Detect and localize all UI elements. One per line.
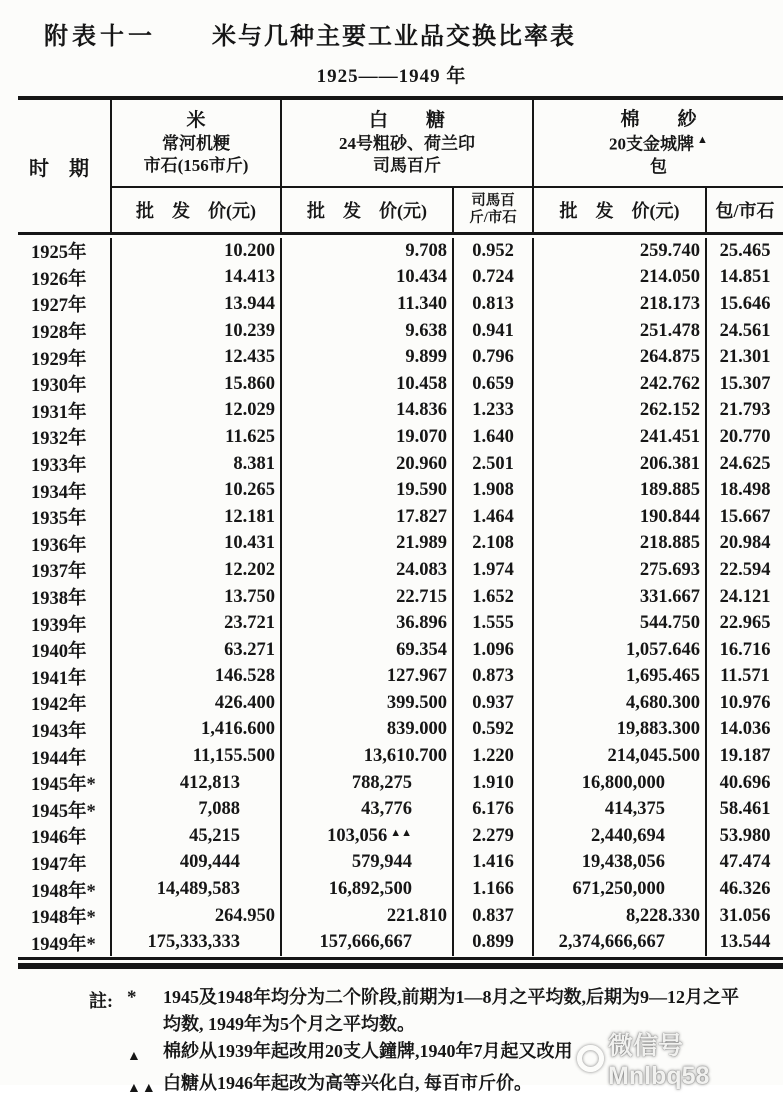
rice-price-cell: 11,155.500 [110,743,280,770]
cotton-ratio-cell: 11.571 [705,664,783,691]
cotton-price-cell: 241.451 [532,424,705,451]
rice-price-cell: 15.860 [110,371,280,398]
footnote-triangle-mark: ▲▲ [390,827,412,840]
subheader-rice-price: 批 发 价(元) [110,188,280,232]
cotton-unit: 包 [650,156,667,176]
sugar-ratio-cell: 1.640 [452,424,532,451]
cotton-ratio-cell: 21.793 [705,398,783,425]
cotton-price-cell: 16,800,000 [532,770,705,797]
rice-price-cell: 11.625 [110,424,280,451]
rice-price-cell: 23.721 [110,610,280,637]
sugar-price-cell: 9.899 [280,344,452,371]
table-row [18,265,783,292]
subheader-sugar-price: 批 发 价(元) [280,188,452,232]
year-cell: 1931年 [31,402,87,423]
table-row [18,557,783,584]
cotton-ratio-cell: 46.326 [705,876,783,903]
column-group-sugar [280,100,532,188]
cotton-price-cell: 214,045.500 [532,743,705,770]
sugar-price-cell: 9.638 [280,318,452,345]
table-row [18,717,783,744]
sugar-ratio-cell: 0.941 [452,318,532,345]
table-row [18,291,783,318]
sugar-ratio-cell: 0.724 [452,265,532,292]
rice-price-cell: 175,333,333 [110,929,280,956]
cotton-price-cell: 206.381 [532,451,705,478]
sugar-ratio-cell: 0.796 [452,344,532,371]
sugar-ratio-cell: 1.652 [452,584,532,611]
year-cell: 1938年 [31,589,87,610]
exchange-ratio-table [18,96,783,963]
table-row [18,398,783,425]
year-cell: 1947年 [31,854,87,875]
sugar-price-cell: 127.967 [280,664,452,691]
year-cell: 1936年 [31,535,87,556]
subheader-cotton-ratio: 包/市石 [705,188,783,232]
cotton-ratio-cell: 21.301 [705,344,783,371]
cotton-ratio-cell: 16.716 [705,637,783,664]
cotton-ratio-cell: 47.474 [705,850,783,877]
sugar-name: 白 糖 [368,109,445,131]
table-row [18,531,783,558]
year-cell: 1934年 [31,482,87,503]
footnote-marker: ▲ [127,1049,142,1064]
cotton-ratio-cell: 40.696 [705,770,783,797]
year-cell: 1942年 [31,695,87,716]
year-cell: 1943年 [31,721,87,742]
rice-price-cell: 412,813 [110,770,280,797]
table-row [18,850,783,877]
table-header [18,100,783,232]
sugar-ratio-cell: 0.837 [452,903,532,930]
subheader-sugar-ratio: 司馬百 斤/市石 [452,188,532,232]
cotton-price-cell: 262.152 [532,398,705,425]
sugar-price-cell: 16,892,500 [280,876,452,903]
sugar-price-cell: 69.354 [280,637,452,664]
sugar-price-cell: 36.896 [280,610,452,637]
cotton-price-cell: 1,057.646 [532,637,705,664]
rice-price-cell: 13.944 [110,291,280,318]
rice-price-cell: 264.950 [110,903,280,930]
cotton-price-cell: 2,440,694 [532,823,705,850]
sugar-price-cell: 221.810 [280,903,452,930]
cotton-price-cell: 251.478 [532,318,705,345]
sugar-price-cell: 22.715 [280,584,452,611]
year-cell: 1941年 [31,668,87,689]
sugar-price-cell: 579,944 [280,850,452,877]
table-row [18,477,783,504]
sugar-ratio-cell: 1.166 [452,876,532,903]
rice-price-cell: 14,489,583 [110,876,280,903]
cotton-price-cell: 19,438,056 [532,850,705,877]
cotton-price-cell: 218.885 [532,531,705,558]
cotton-price-cell: 242.762 [532,371,705,398]
rice-price-cell: 10.265 [110,477,280,504]
rice-name: 米 [186,109,206,131]
cotton-ratio-cell: 24.625 [705,451,783,478]
year-cell: 1935年 [31,509,87,530]
rice-price-cell: 10.431 [110,531,280,558]
year-cell: 1932年 [31,429,87,450]
cotton-spec: 20支金城牌 ▲ [609,133,708,154]
table-row [18,743,783,770]
table-row [18,929,783,956]
year-cell: 1945年* [31,775,96,796]
cotton-ratio-cell: 20.770 [705,424,783,451]
sugar-ratio-cell: 1.908 [452,477,532,504]
cotton-price-cell: 2,374,666,667 [532,929,705,956]
sugar-ratio-cell: 0.659 [452,371,532,398]
footnote-marker: ▲▲ [127,1081,157,1096]
footnote-triangle-mark: ▲ [697,133,708,146]
year-cell: 1925年 [31,243,87,264]
table-body [18,235,783,956]
year-cell: 1930年 [31,376,87,397]
year-cell: 1949年* [31,934,96,955]
rice-price-cell: 1,416.600 [110,717,280,744]
cotton-name: 棉 紗 [620,109,697,131]
rice-unit: 市石(156市斤) [143,156,249,176]
year-cell: 1940年 [31,642,87,663]
rice-price-cell: 409,444 [110,850,280,877]
sugar-ratio-cell: 0.873 [452,664,532,691]
year-cell: 1928年 [31,323,87,344]
sugar-price-cell: 13,610.700 [280,743,452,770]
year-cell: 1926年 [31,269,87,290]
cotton-price-cell: 275.693 [532,557,705,584]
cotton-ratio-cell: 25.465 [705,238,783,265]
year-cell: 1927年 [31,296,87,317]
table-row [18,318,783,345]
table-row [18,664,783,691]
column-group-cotton [532,100,783,188]
sugar-ratio-cell: 1.974 [452,557,532,584]
sugar-price-cell: 9.708 [280,238,452,265]
rice-price-cell: 12.029 [110,398,280,425]
cotton-price-cell: 190.844 [532,504,705,531]
sugar-ratio-cell: 2.501 [452,451,532,478]
watermark-text: 微信号Mnlbq58 [608,1032,710,1090]
rice-spec: 常河机粳 [162,134,230,154]
table-row [18,344,783,371]
cotton-ratio-cell: 22.965 [705,610,783,637]
footnote-text: 白糖从1946年起改为高等兴化白, 每百市斤价。 [163,1073,532,1093]
table-row [18,690,783,717]
rice-price-cell: 7,088 [110,796,280,823]
year-cell: 1948年* [31,908,96,929]
sugar-ratio-cell: 1.464 [452,504,532,531]
sugar-price-cell: 10.434 [280,265,452,292]
cotton-ratio-cell: 18.498 [705,477,783,504]
sugar-ratio-cell: 0.937 [452,690,532,717]
sugar-price-cell: 24.083 [280,557,452,584]
sugar-ratio-cell: 1.555 [452,610,532,637]
cotton-price-cell: 214.050 [532,265,705,292]
table-bottom-rule [18,957,783,963]
table-row [18,770,783,797]
sugar-price-cell: 788,275 [280,770,452,797]
cotton-ratio-cell: 15.667 [705,504,783,531]
table-row [18,451,783,478]
footnote-text: 1945及1948年均分为二个阶段,前期为1—8月之平均数,后期为9—12月之平均数, 1949年为5个月之平均数。 [163,987,739,1034]
year-cell: 1937年 [31,562,87,583]
sugar-ratio-cell: 0.899 [452,929,532,956]
watermark-logo-icon [577,1045,604,1072]
cotton-price-cell: 544.750 [532,610,705,637]
year-cell: 1939年 [31,615,87,636]
rice-price-cell: 12.181 [110,504,280,531]
year-cell: 1945年* [31,801,96,822]
cotton-price-cell: 264.875 [532,344,705,371]
cotton-ratio-cell: 14.036 [705,717,783,744]
sugar-price-cell: 103,056 ▲▲ [280,823,452,850]
rice-price-cell: 45,215 [110,823,280,850]
sugar-ratio-cell: 1.220 [452,743,532,770]
year-cell: 1948年* [31,881,96,902]
cotton-price-cell: 414,375 [532,796,705,823]
cotton-price-cell: 8,228.330 [532,903,705,930]
cotton-price-cell: 218.173 [532,291,705,318]
sugar-spec: 24号粗砂、荷兰印 [339,134,475,154]
rice-price-cell: 10.200 [110,238,280,265]
notes-label: 註: [89,991,113,1011]
year-cell: 1944年 [31,748,87,769]
sugar-price-cell: 21.989 [280,531,452,558]
cotton-price-cell: 671,250,000 [532,876,705,903]
sugar-ratio-cell: 0.592 [452,717,532,744]
sugar-price-cell: 14.836 [280,398,452,425]
sugar-ratio-cell: 2.108 [452,531,532,558]
table-row [18,903,783,930]
sugar-price-cell: 17.827 [280,504,452,531]
cotton-ratio-cell: 24.561 [705,318,783,345]
cotton-ratio-cell: 10.976 [705,690,783,717]
table-row [18,504,783,531]
cotton-price-cell: 4,680.300 [532,690,705,717]
cotton-price-cell: 259.740 [532,238,705,265]
subtitle-year-range: 1925——1949 年 [316,66,467,87]
sugar-price-cell: 157,666,667 [280,929,452,956]
sugar-ratio-cell: 1.096 [452,637,532,664]
table-row [18,823,783,850]
sugar-price-cell: 19.590 [280,477,452,504]
cotton-ratio-cell: 58.461 [705,796,783,823]
cotton-ratio-cell: 15.307 [705,371,783,398]
table-row [18,424,783,451]
sugar-price-cell: 43,776 [280,796,452,823]
sugar-ratio-cell: 0.952 [452,238,532,265]
sugar-ratio-cell: 0.813 [452,291,532,318]
rice-price-cell: 8.381 [110,451,280,478]
cotton-ratio-cell: 13.544 [705,929,783,956]
cotton-ratio-cell: 31.056 [705,903,783,930]
rice-price-cell: 146.528 [110,664,280,691]
sugar-price-cell: 20.960 [280,451,452,478]
cotton-price-cell: 189.885 [532,477,705,504]
sugar-price-cell: 19.070 [280,424,452,451]
sugar-ratio-cell: 1.910 [452,770,532,797]
rice-price-cell: 14.413 [110,265,280,292]
sugar-price-cell: 11.340 [280,291,452,318]
year-cell: 1946年 [31,828,87,849]
sugar-ratio-cell: 2.279 [452,823,532,850]
table-row [18,371,783,398]
cotton-ratio-cell: 19.187 [705,743,783,770]
table-row [18,584,783,611]
sugar-ratio-cell: 1.233 [452,398,532,425]
rice-price-cell: 12.202 [110,557,280,584]
sugar-ratio-cell: 1.416 [452,850,532,877]
cotton-ratio-cell: 24.121 [705,584,783,611]
table-row [18,796,783,823]
footnote-text: 棉紗从1939年起改用20支人鐘牌,1940年7月起又改用 [163,1041,573,1061]
column-header-period: 时 期 [29,157,89,180]
rice-price-cell: 63.271 [110,637,280,664]
page-title: 米与几种主要工业品交换比率表 [212,24,576,50]
cotton-price-cell: 1,695.465 [532,664,705,691]
year-cell: 1929年 [31,349,87,370]
table-row [18,610,783,637]
cotton-ratio-cell: 14.851 [705,265,783,292]
cotton-ratio-cell: 22.594 [705,557,783,584]
table-row [18,876,783,903]
rice-price-cell: 12.435 [110,344,280,371]
cotton-ratio-cell: 15.646 [705,291,783,318]
column-group-rice [110,100,280,188]
cotton-price-cell: 331.667 [532,584,705,611]
cotton-ratio-cell: 20.984 [705,531,783,558]
footnote-marker: * [127,987,138,1008]
sugar-price-cell: 399.500 [280,690,452,717]
rice-price-cell: 13.750 [110,584,280,611]
rice-price-cell: 10.239 [110,318,280,345]
watermark [577,1026,783,1091]
sugar-unit: 司馬百斤 [373,156,441,176]
sugar-price-cell: 839.000 [280,717,452,744]
cotton-ratio-cell: 53.980 [705,823,783,850]
cotton-price-cell: 19,883.300 [532,717,705,744]
sugar-price-cell: 10.458 [280,371,452,398]
table-row [18,637,783,664]
rice-price-cell: 426.400 [110,690,280,717]
subheader-cotton-price: 批 发 价(元) [532,188,705,232]
year-cell: 1933年 [31,456,87,477]
sugar-ratio-cell: 6.176 [452,796,532,823]
table-number-label: 附表十一 [44,24,156,50]
table-row [18,238,783,265]
